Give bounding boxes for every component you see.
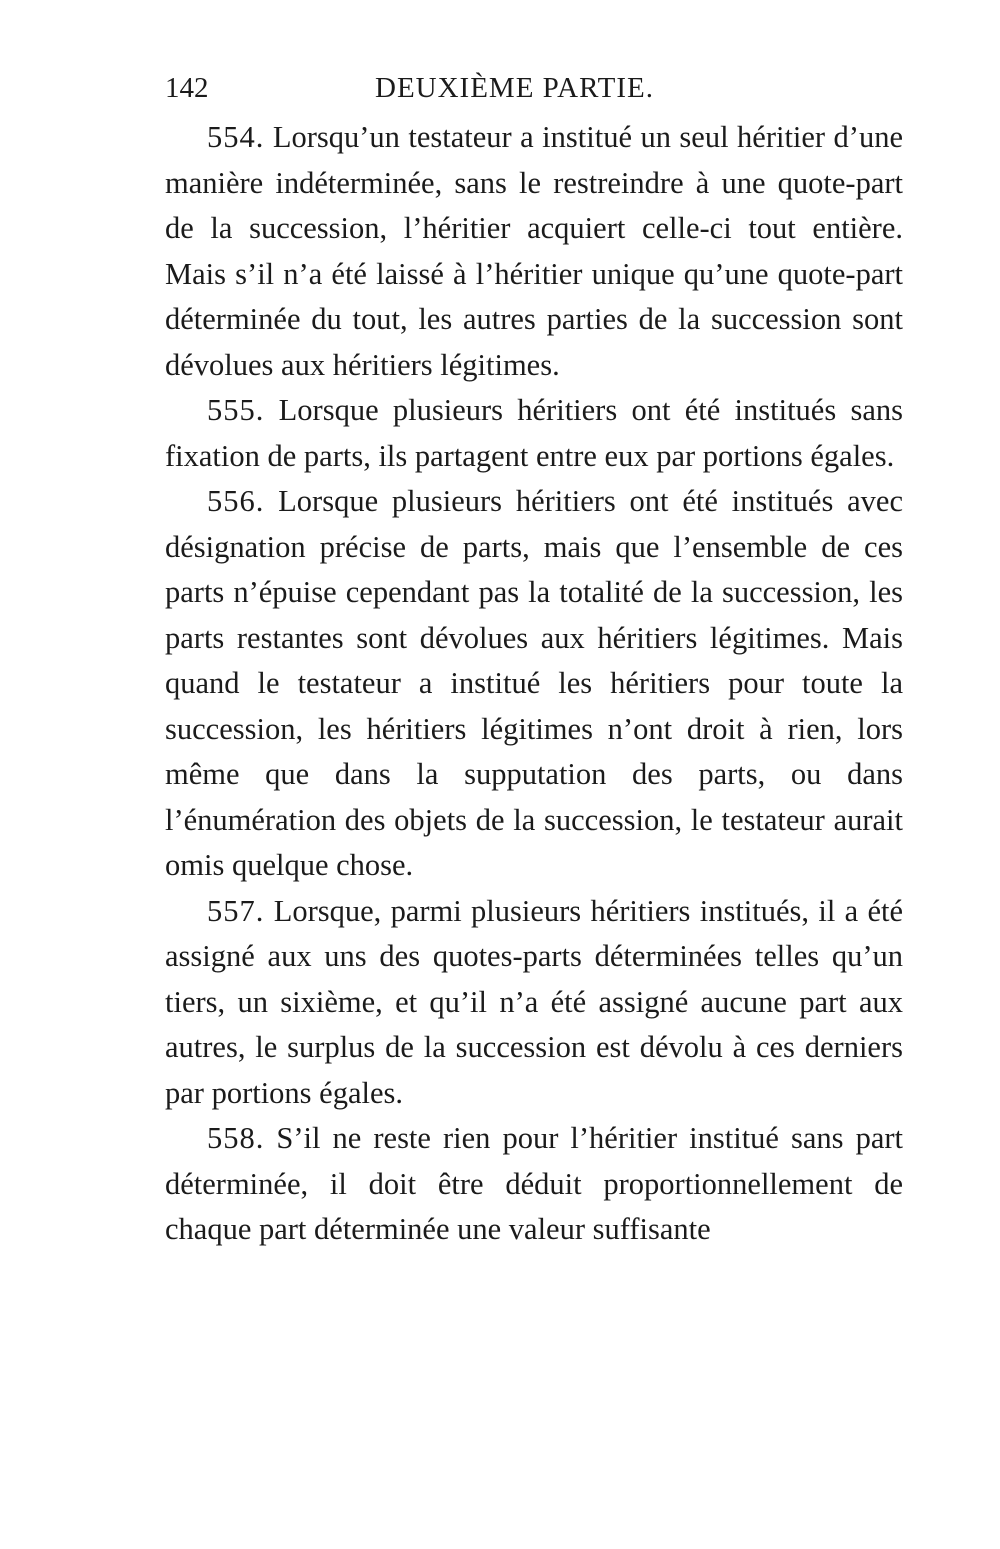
article-number: 554.	[207, 120, 265, 154]
article-555	[165, 388, 903, 479]
running-head	[165, 66, 895, 110]
article-number: 557.	[207, 893, 265, 928]
article-number: 556.	[207, 484, 265, 518]
page-number: 142	[165, 72, 209, 104]
article-text: S’il ne reste rien pour l’héritier institué sans part déterminée, il doit être déduit proportionnellement de chaque part déterminée une valeur suffisante	[165, 1121, 903, 1246]
article-554	[165, 115, 903, 388]
body-text	[165, 115, 903, 1253]
article-text: Lorsqu’un testateur a institué un seul héritier d’une manière indéterminée, sans le restreindre à une quote-part de la succession, l’héritier acquiert celle-ci tout entière. Mais s’il n’a été laissé à l’héritier unique qu’une quote-part déterminée du tout, les autres parties de la succession sont dévolues aux héritiers légitimes.	[165, 120, 904, 382]
article-558	[165, 1116, 903, 1253]
article-text: Lorsque plusieurs héritiers ont été institués sans fixation de parts, ils partagent entre eux par portions égales.	[165, 393, 904, 473]
article-557	[165, 889, 903, 1117]
running-title: DEUXIÈME PARTIE.	[375, 72, 655, 104]
article-text: Lorsque, parmi plusieurs héritiers institués, il a été assigné aux uns des quotes-parts déterminées telles qu’un tiers, un sixième, et qu’il n’a été assigné aucune part aux autres, le surplus de la succession est dévolu à ces derniers par portions égales.	[165, 893, 904, 1110]
article-text: Lorsque plusieurs héritiers ont été institués avec désignation précise de parts, mais que l’ensemble de ces parts n’épuise cependant pas la totalité de la succession, les parts restantes sont dévolues aux héritiers légitimes. Mais quand le testateur a institué les héritiers pour toute la succession, les héritiers légitimes n’ont droit à rien, lors même que dans la supputation des parts, ou dans l’énumération des objets de la succession, le testateur aurait omis quelque chose.	[165, 484, 903, 882]
article-number: 558.	[207, 1121, 265, 1155]
article-number: 555.	[207, 393, 265, 427]
article-556	[165, 479, 903, 889]
